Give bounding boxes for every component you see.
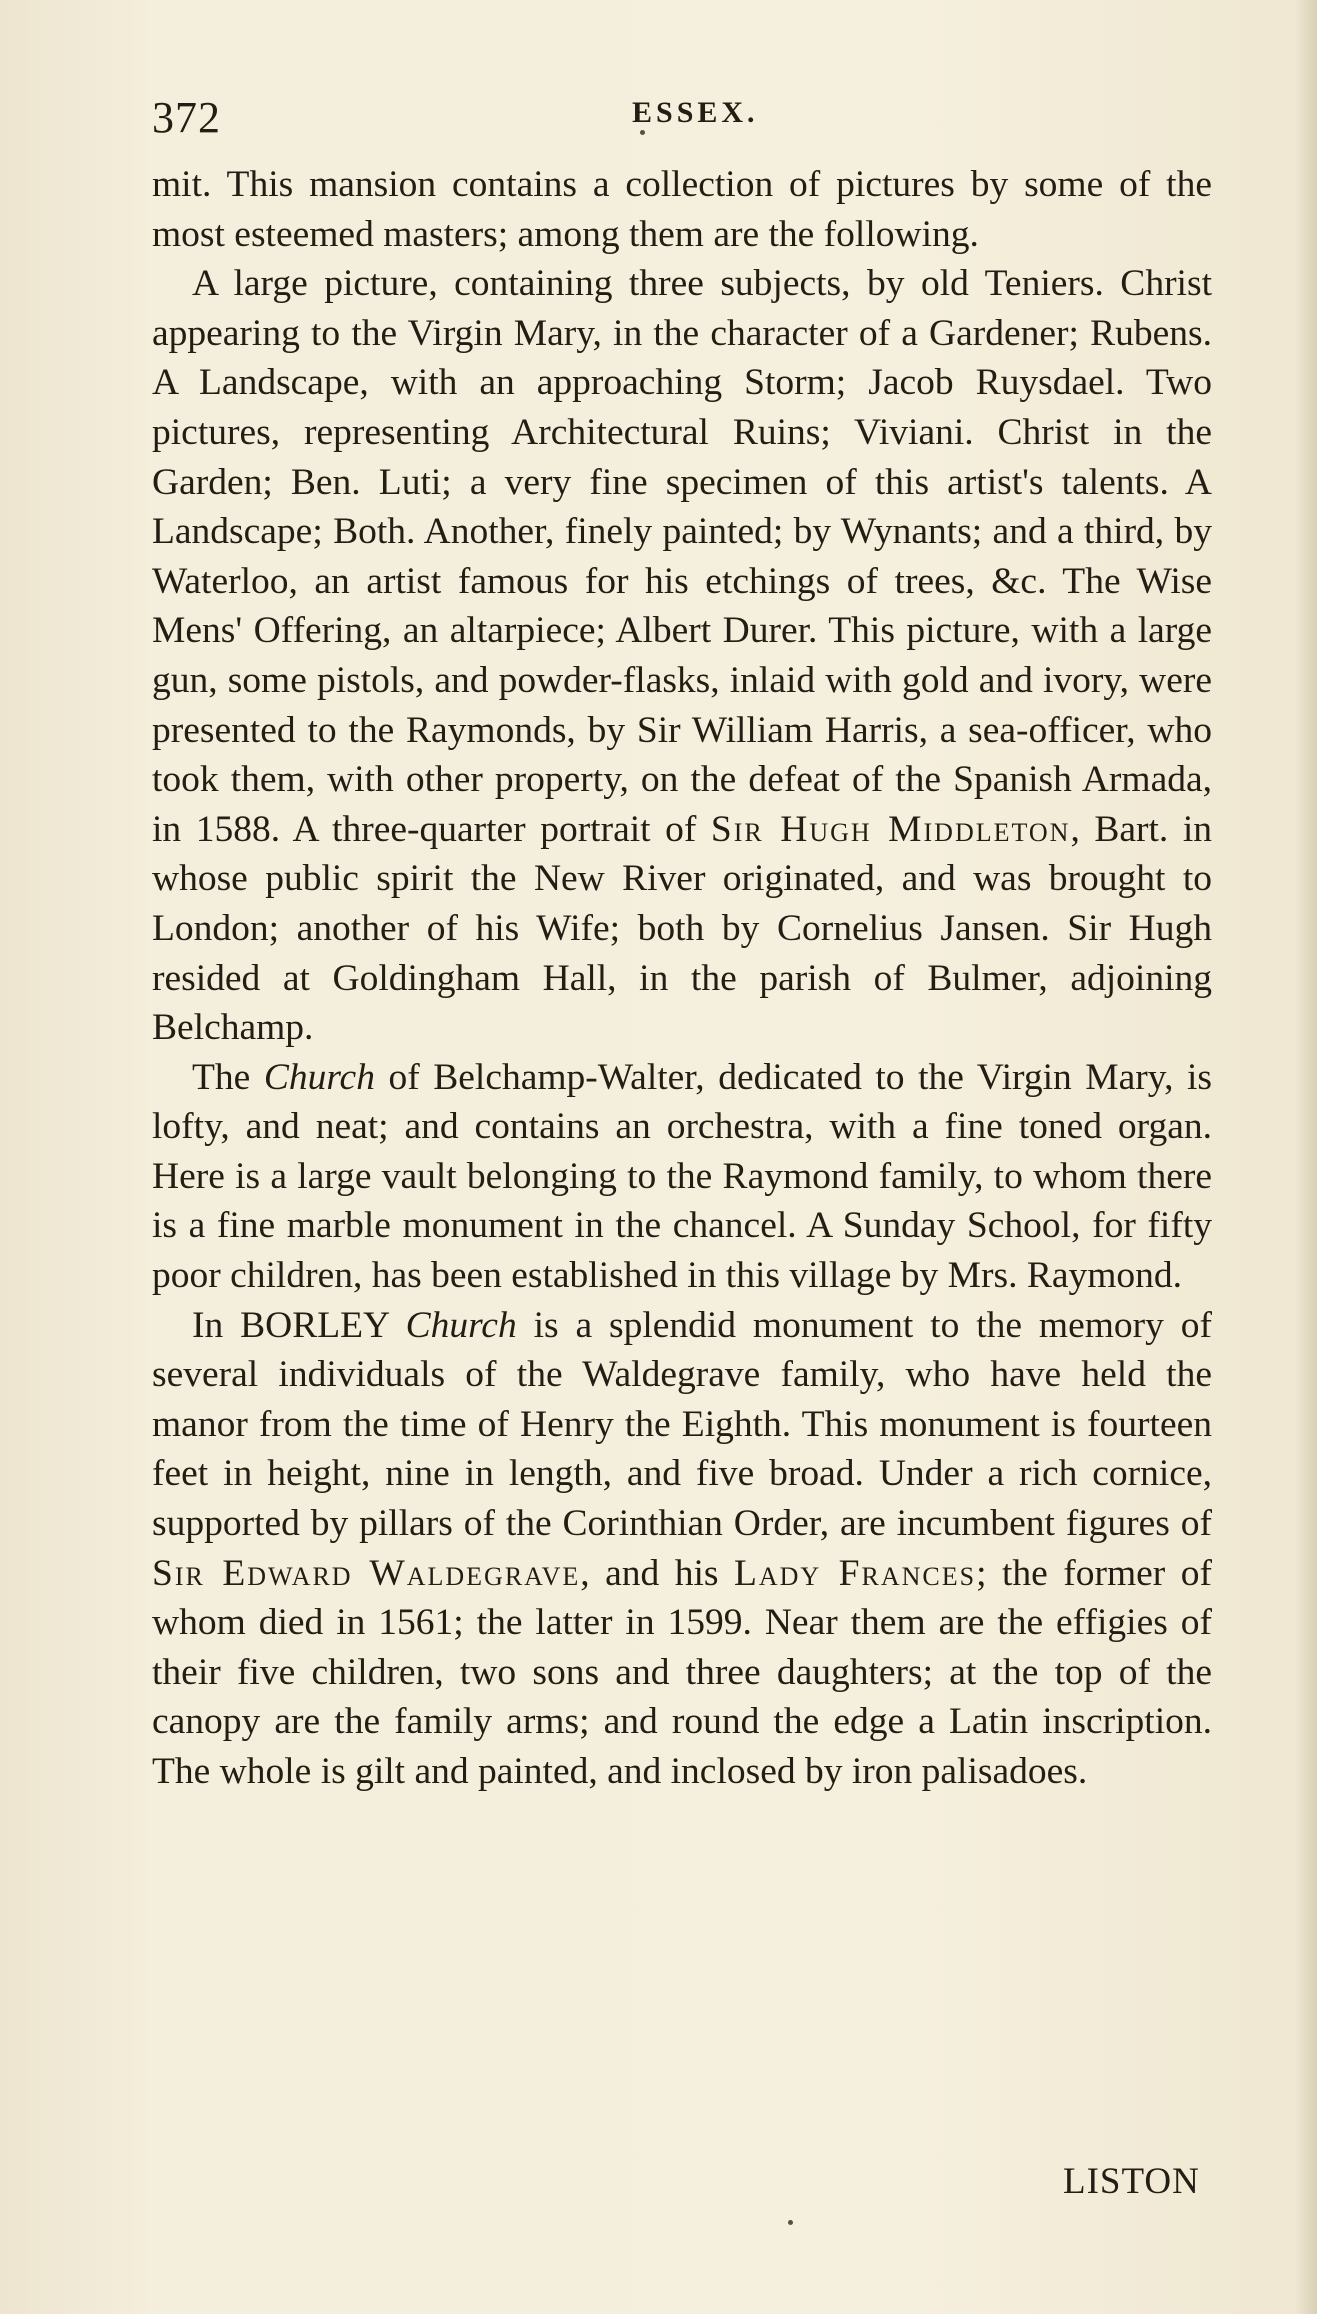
text-run: , and his [580, 1552, 734, 1594]
text-run: A large picture, containing three subjects, by old Teniers. Christ appearing to the Virgin Mary, in the character of a Gardener; Rubens. A Landscape, with an approaching Storm; Jacob Ruysdael. Two pictures, representing Architectural Ruins; Viviani. Christ in the Garden; Ben. Luti; a very fine specimen of this artist's talents. A Landscape; Both. Another, finely painted; by Wynants; and a third, by Waterloo, an artist famous for his etchings of trees, &c. The Wise Mens' Offering, an altarpiece; Albert Durer. This picture, with a large gun, some pistols, and powder-flasks, inlaid with gold and ivory, were presented to the Raymonds, by Sir William Harris, a sea-officer, who took them, with other property, on the defeat of the Spanish Armada, in 1588. A three-quarter portrait of [152, 263, 1212, 850]
text-run: of Belchamp-Walter, dedicated to the Virgin Mary, is lofty, and neat; and contains an orchestra, with a fine toned organ. Here is a large vault belonging to the Raymond family, to whom there is a fine marble monument in the chancel. A Sunday School, for fifty poor children, has been established in this village by Mrs. Raymond. [152, 1056, 1212, 1297]
catchword: LISTON [1063, 2161, 1200, 2202]
paragraph-p1 [152, 160, 1212, 259]
page-header [152, 92, 1212, 152]
paragraph-p3 [152, 1053, 1212, 1301]
text-run: In BORLEY [192, 1304, 406, 1346]
italic-term: Church [263, 1056, 375, 1098]
running-head: ESSEX. [632, 96, 759, 129]
paragraph-p2 [152, 259, 1212, 1053]
italic-term: Church [405, 1304, 517, 1346]
paragraph-p4 [152, 1301, 1212, 1797]
ink-speck [640, 130, 645, 135]
text-run: is a splendid monument to the memory of several individuals of the Waldegrave family, who have held the manor from the time of Henry the Eighth. This monument is fourteen feet in height, nine in length, and five broad. Under a rich cornice, supported by pillars of the Corinthian Order, are incumbent figures of [152, 1304, 1212, 1545]
text-run: ; the former of whom died in 1561; the latter in 1599. Near them are the effigies of their five children, two sons and three daughters; at the top of the canopy are the family arms; and round the edge a Latin inscription. The whole is gilt and painted, and inclosed by iron palisadoes. [152, 1552, 1212, 1792]
ink-speck [788, 2220, 793, 2225]
page-number: 372 [152, 93, 221, 142]
text-run: mit. This mansion contains a collection of pictures by some of the most esteemed masters; among them are the following. [152, 164, 1212, 255]
small-caps-name: Lady Frances [733, 1552, 977, 1594]
text-run: , Bart. in whose public spirit the New River originated, and was brought to London; another of his Wife; both by Cornelius Jansen. Sir Hugh resided at Goldingham Hall, in the parish of Bulmer, adjoining Belchamp. [152, 808, 1212, 1049]
small-caps-name: Sir Hugh Middleton [710, 808, 1071, 850]
small-caps-name: Sir Edward Waldegrave [152, 1552, 581, 1594]
body-text [152, 160, 1212, 1797]
text-run: The [192, 1056, 264, 1098]
